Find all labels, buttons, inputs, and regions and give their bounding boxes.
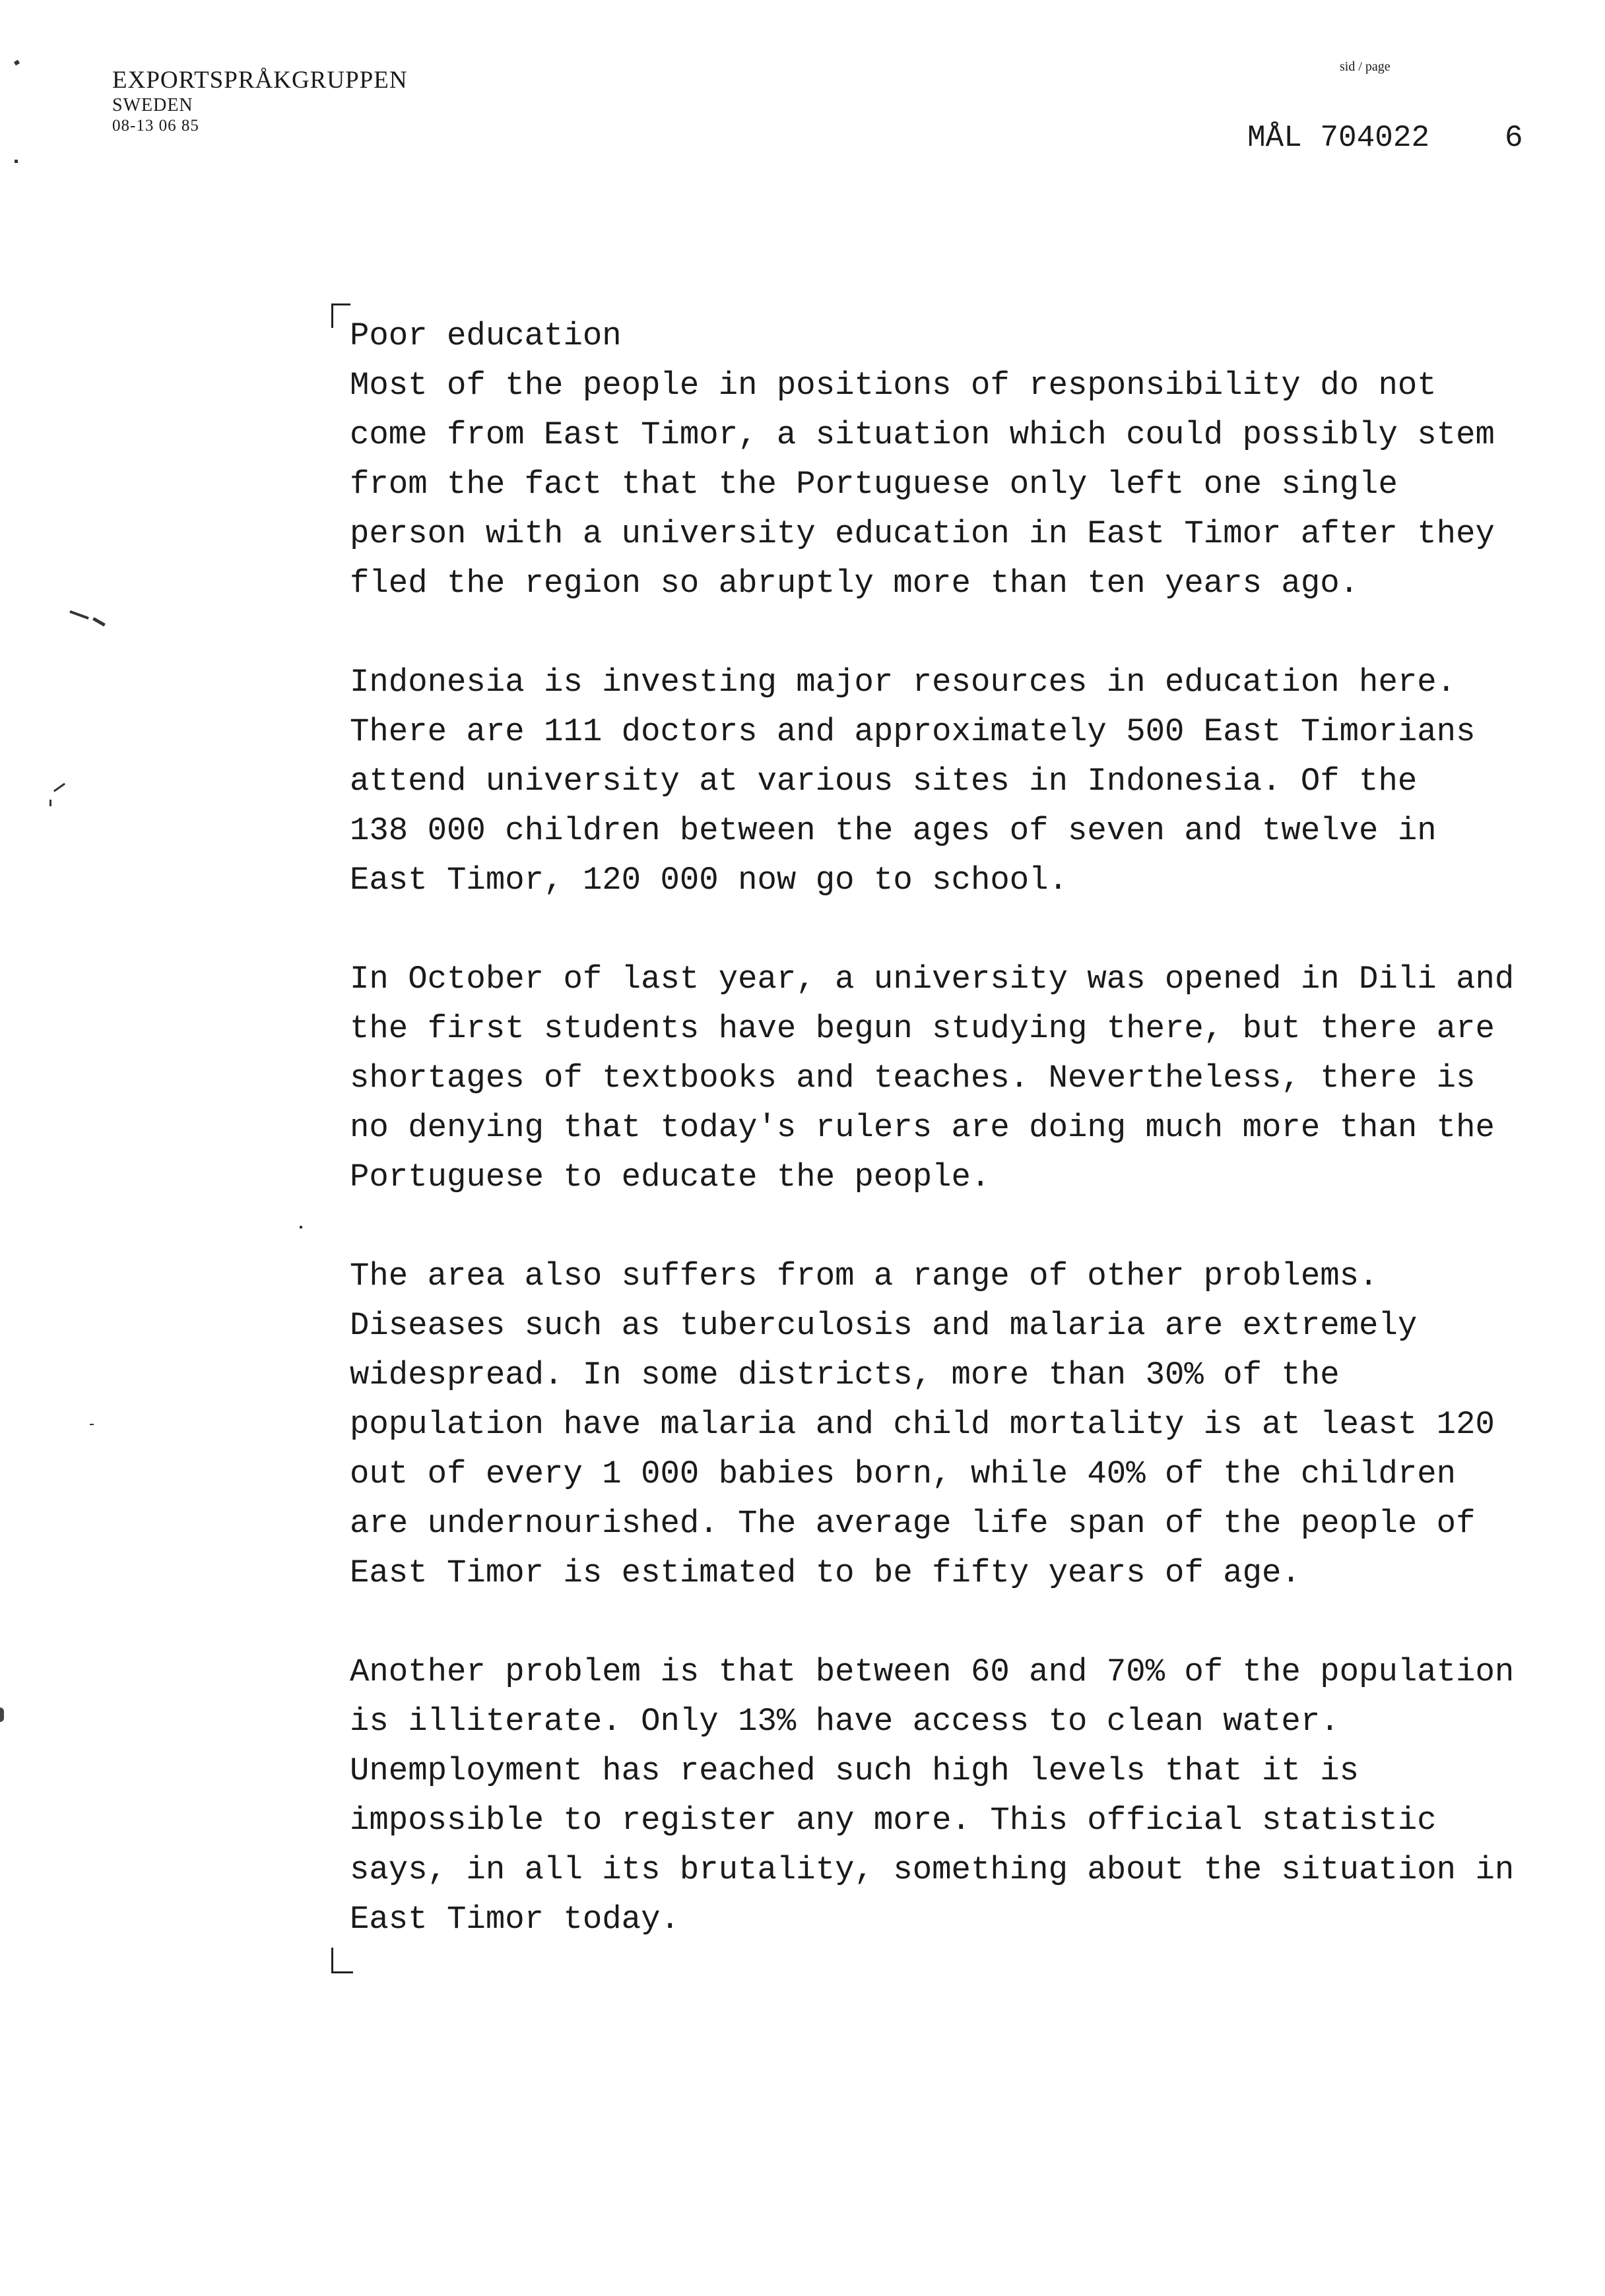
paragraph — [350, 361, 1590, 608]
section-heading: Poor education — [350, 317, 622, 354]
scan-speck — [0, 1707, 4, 1722]
scan-speck — [92, 617, 106, 626]
scan-speck — [15, 160, 18, 163]
text-line: Indonesia is investing major resources in education here. — [350, 664, 1457, 701]
text-line: Most of the people in positions of responsibility do not — [350, 367, 1437, 404]
scan-speck — [14, 60, 20, 66]
text-line: person with a university education in East Timor after they — [350, 515, 1495, 552]
bracket-top-mark — [331, 303, 350, 328]
text-line: shortages of textbooks and teaches. Nevertheless, there is — [350, 1060, 1476, 1097]
text-line: from the fact that the Portuguese only left one single — [350, 466, 1398, 503]
page-label: sid / page — [1340, 59, 1391, 74]
text-line: impossible to register any more. This official statistic — [350, 1802, 1437, 1839]
paragraph — [350, 658, 1590, 905]
article-body — [350, 311, 1590, 1994]
paragraph-list — [350, 361, 1590, 1944]
text-line: out of every 1 000 babies born, while 40% of the children — [350, 1455, 1457, 1492]
scan-speck — [69, 610, 89, 620]
text-line: is illiterate. Only 13% have access to clean water. — [350, 1703, 1340, 1740]
company-phone: 08-13 06 85 — [112, 117, 199, 135]
text-line: population have malaria and child mortality is at least 120 — [350, 1406, 1495, 1443]
scan-speck — [49, 800, 51, 806]
text-line: Another problem is that between 60 and 70% of the population — [350, 1653, 1515, 1690]
page-number: 6 — [1505, 121, 1523, 155]
text-line: The area also suffers from a range of other problems. — [350, 1258, 1379, 1294]
bracket-bottom-mark — [331, 1948, 353, 1973]
text-line: says, in all its brutality, something about the situation in — [350, 1851, 1515, 1888]
paragraph — [350, 1252, 1590, 1598]
text-line: Diseases such as tuberculosis and malaria are extremely — [350, 1307, 1418, 1344]
text-line: East Timor today. — [350, 1901, 680, 1938]
text-line: 138 000 children between the ages of seven and twelve in — [350, 812, 1437, 849]
text-line: widespread. In some districts, more than 30% of the — [350, 1356, 1340, 1393]
text-line: East Timor is estimated to be fifty years of age. — [350, 1554, 1301, 1591]
text-line: Unemployment has reached such high levels that it is — [350, 1752, 1359, 1789]
text-line: the first students have begun studying there, but there are — [350, 1010, 1495, 1047]
scan-speck — [300, 1226, 302, 1228]
paragraph — [350, 955, 1590, 1202]
text-line: East Timor, 120 000 now go to school. — [350, 862, 1068, 899]
text-line: In October of last year, a university was opened in Dili and — [350, 961, 1515, 998]
document-reference: MÅL 704022 — [1247, 121, 1430, 155]
text-line: are undernourished. The average life span of the people of — [350, 1505, 1476, 1542]
paragraph — [350, 1647, 1590, 1944]
text-line: attend university at various sites in Indonesia. Of the — [350, 763, 1418, 800]
company-name: EXPORTSPRÅKGRUPPEN — [112, 67, 408, 94]
text-line: come from East Timor, a situation which could possibly stem — [350, 416, 1495, 453]
text-line: fled the region so abruptly more than ten years ago. — [350, 565, 1359, 602]
text-line: no denying that today's rulers are doing much more than the — [350, 1109, 1495, 1146]
text-line: Portuguese to educate the people. — [350, 1159, 991, 1196]
company-country: SWEDEN — [112, 95, 193, 115]
letterhead — [112, 66, 408, 136]
text-line: There are 111 doctors and approximately 500 East Timorians — [350, 713, 1476, 750]
scan-speck — [90, 1424, 94, 1425]
scan-speck — [53, 783, 65, 792]
